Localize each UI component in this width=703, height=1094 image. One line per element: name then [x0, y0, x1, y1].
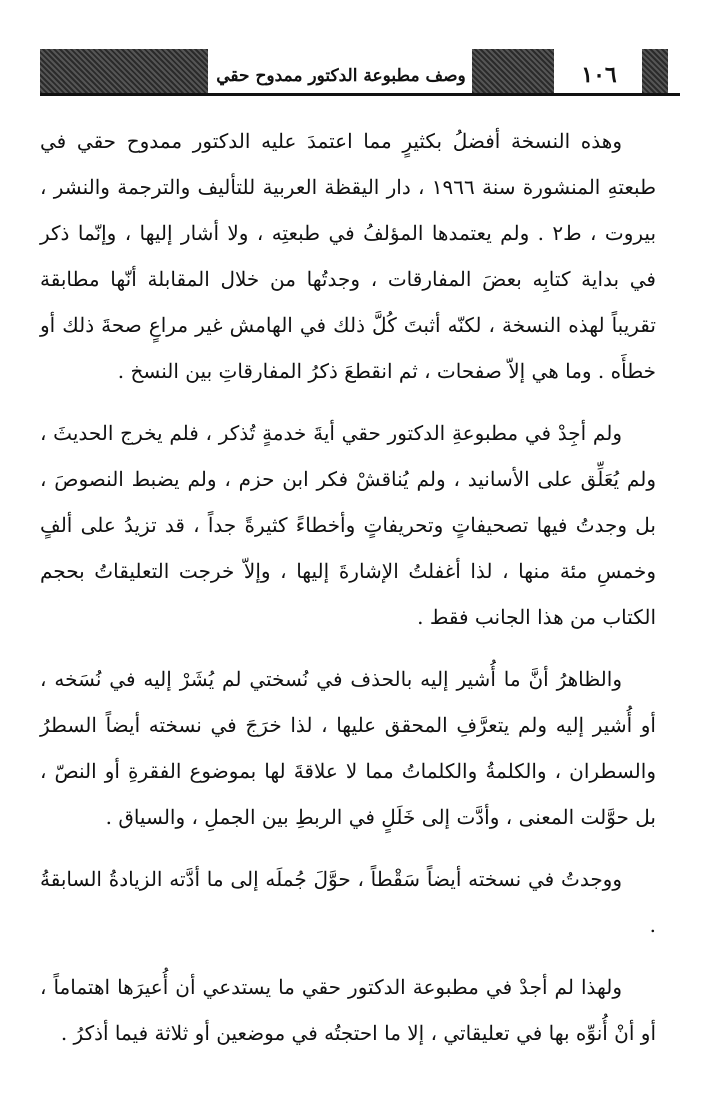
paragraph-2: ولم أجِدْ في مطبوعةِ الدكتور حقي أيةَ خدمةٍ تُذكر ، فلم يخرج الحديثَ ، ولم يُعَلِّق على الأسانيد ، ولم يُناقشْ فكر ابن حزم ، ولم يضبط النصوصَ ، بل وجدتُ فيها تصحيفاتٍ وتحريفاتٍ وأخطاءً كثيرةً جداً ، قد تزيدُ على ألفٍ وخمسِ مئة منها ، لذا أغفلتُ الإشارةَ إليها ، وإلاّ خرجت التعليقاتُ بحجم الكتاب من هذا الجانب فقط .: [40, 421, 656, 629]
running-title: وصف مطبوعة الدكتور ممدوح حقي: [216, 66, 466, 86]
paragraph-1: وهذه النسخة أفضلُ بكثيرٍ مما اعتمدَ عليه الدكتور ممدوح حقي في طبعتهِ المنشورة سنة ١٩٦٦ ، دار اليقظة العربية للتأليف والترجمة والنشر ، بيروت ، ط٢ . ولم يعتمدها المؤلفُ في طبعتِه ، ولا أشار إليها ، وإنّما ذكر في بداية كتابِه بعضَ المفارقات ، وجدتُها من خلال المقابلة أنّها مطابقة تقريباً لهذه النسخة ، لكنّه أثبتَ كُلَّ ذلك في الهامش غير مراعٍ صحةَ ذلك أو خطأَه . وما هي إلاّ صفحات ، ثم انقطعَ ذكرُ المفارقاتِ بين النسخ .: [40, 129, 657, 383]
page-body: [40, 118, 656, 1072]
paragraph-3: والظاهرُ أنَّ ما أُشير إليه بالحذف في نُسختي لم يُشَرْ إليه في نُسَخه ، أو أُشير إليه ولم يتعرَّفِ المحقق عليها ، لذا خرَجَ في نسخته أيضاً السطرُ والسطران ، والكلمةُ والكلماتُ مما لا علاقةَ لها بموضوع الفقرةِ أو النصّ ، بل حوَّلت المعنى ، وأدَّت إلى خَلَلٍ في الربطِ بين الجملِ ، والسياق .: [40, 667, 656, 829]
header-decorative-bar-middle: [472, 49, 554, 93]
page-number: ١٠٦: [581, 62, 617, 88]
running-header: [40, 42, 680, 96]
header-rule: [40, 93, 680, 96]
header-decorative-bar-left: [40, 49, 208, 93]
header-decorative-bar-right: [642, 49, 668, 93]
paragraph-4: ووجدتُ في نسخته أيضاً سَقْطاً ، حوَّلَ جُملَه إلى ما أدَّته الزيادةُ السابقةُ .: [40, 867, 656, 937]
paragraph-5: ولهذا لم أجدْ في مطبوعة الدكتور حقي ما يستدعي أن أُعيرَها اهتماماً ، أو أنْ أُنوِّه بها في تعليقاتي ، إلا ما احتجتُه في موضعين أو ثلاثة فيما أذكرُ .: [40, 975, 656, 1045]
